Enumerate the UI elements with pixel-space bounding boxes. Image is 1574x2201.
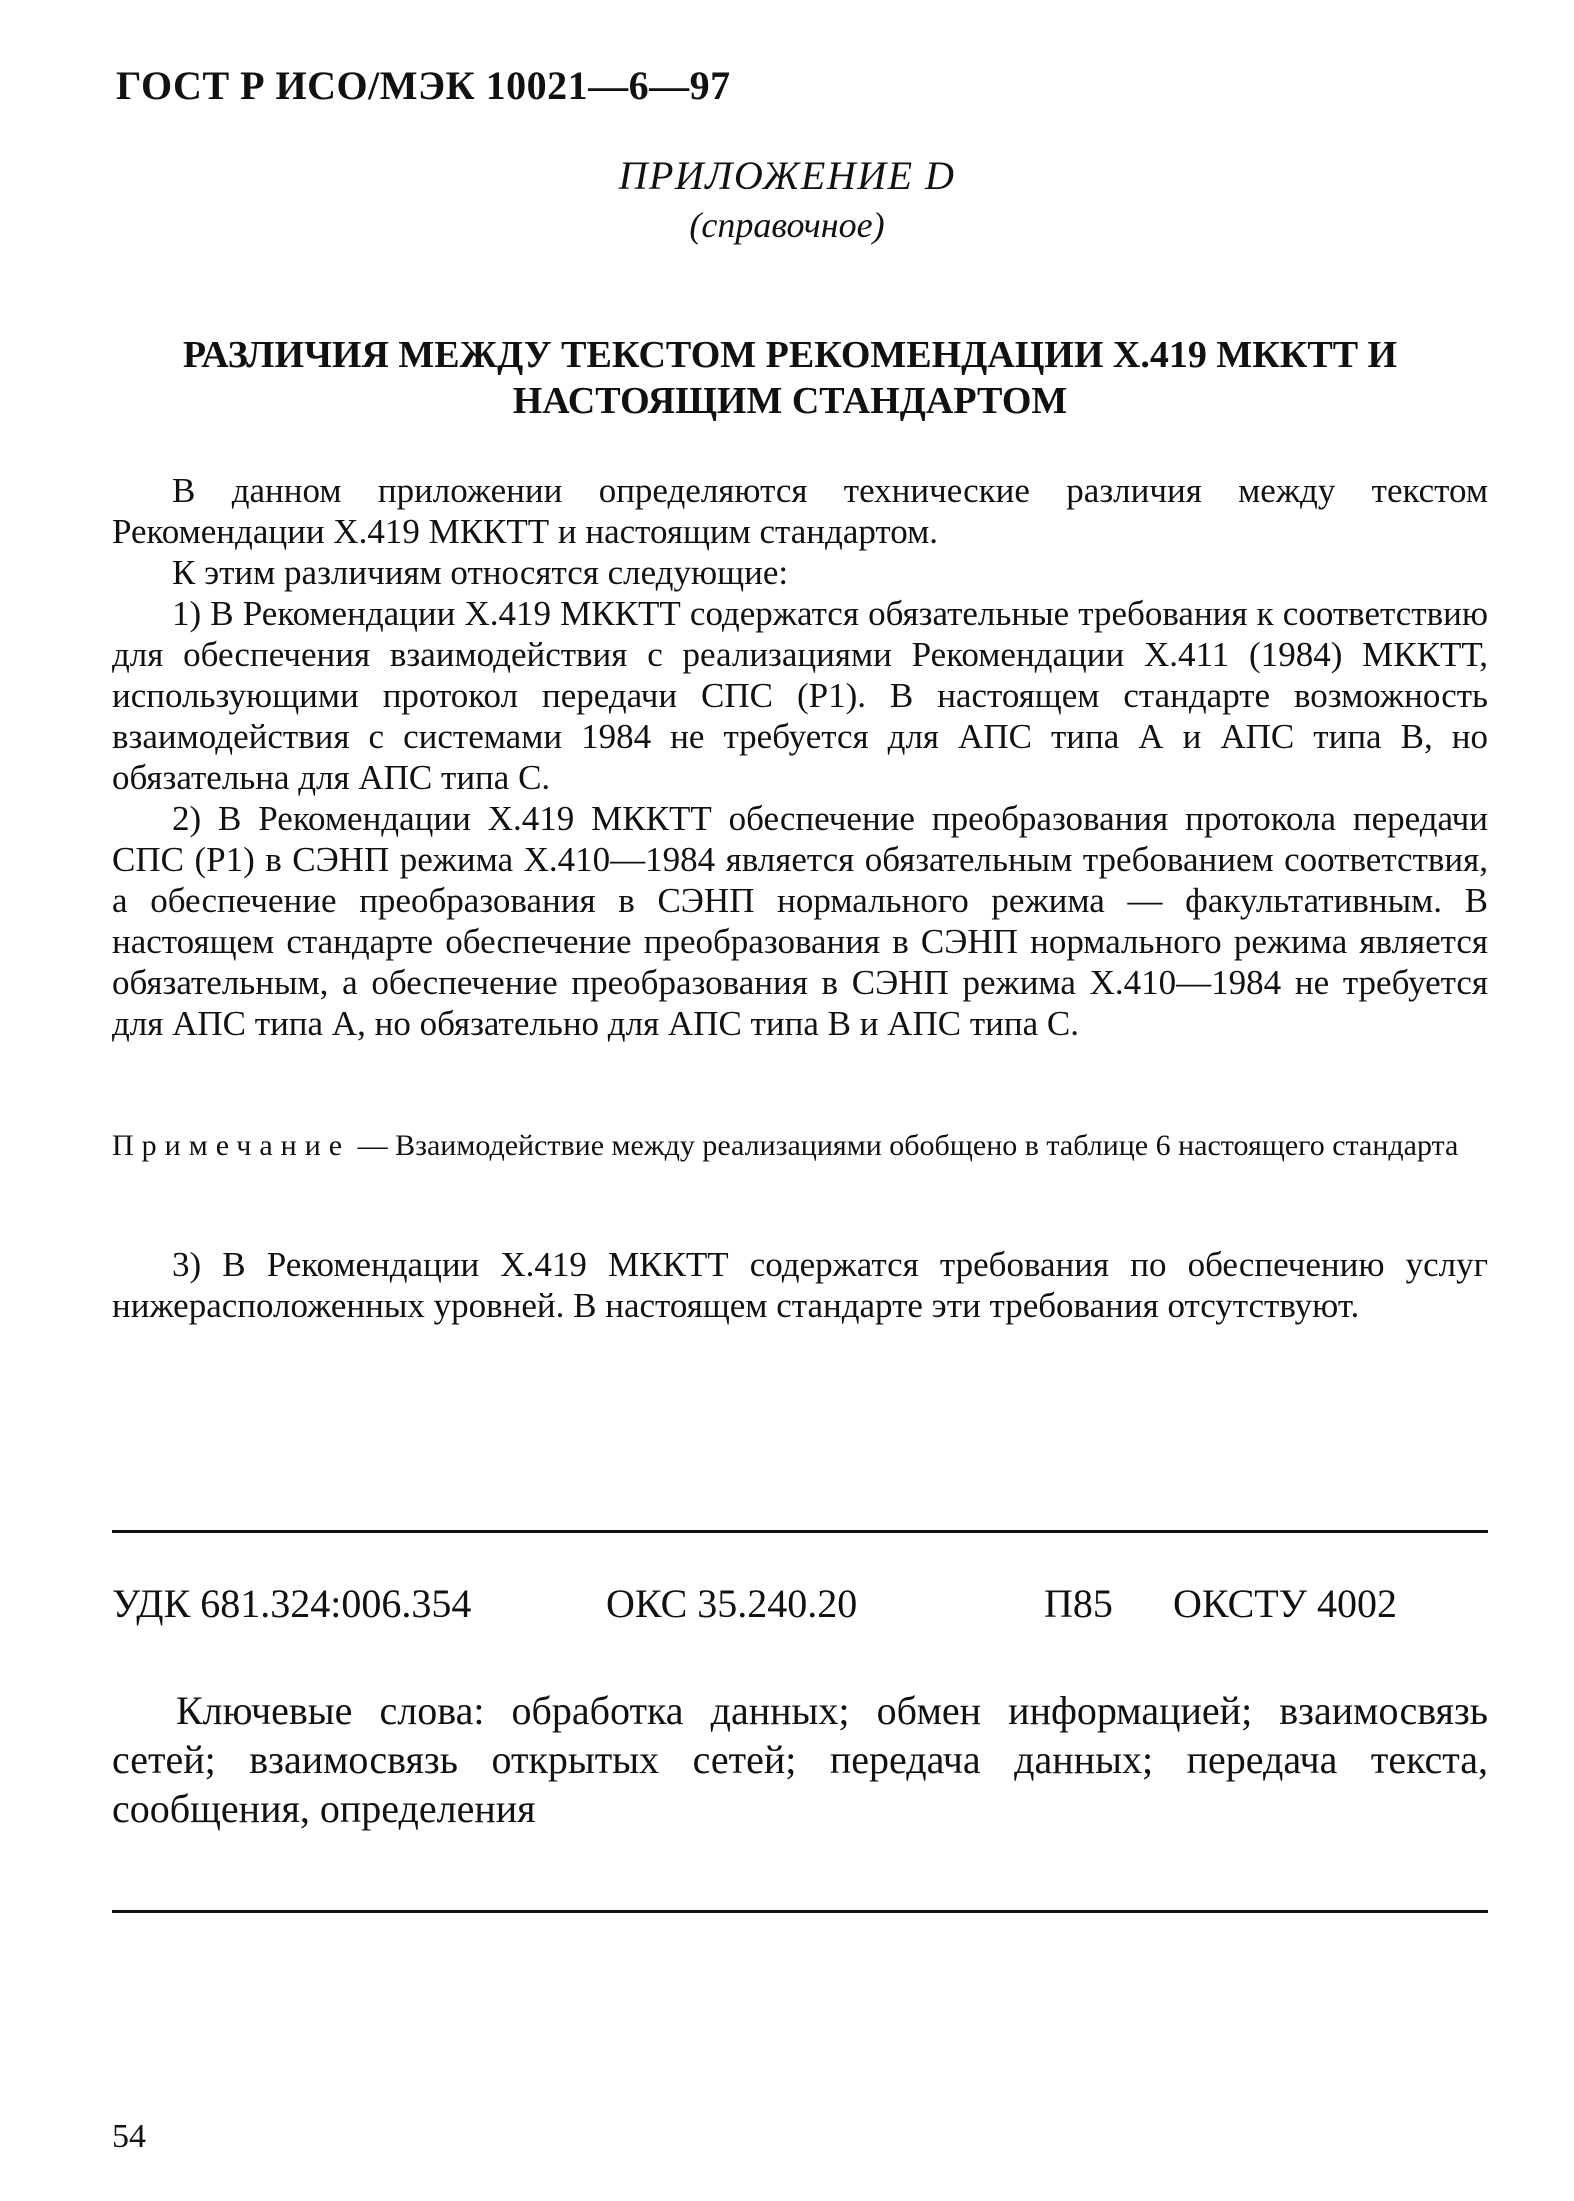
oks-code: ОКС 35.240.20: [606, 1581, 858, 1626]
divider-bottom: [112, 1910, 1488, 1913]
paragraph-list-intro: К этим различиям относятся следующие:: [172, 553, 789, 592]
paragraph-intro: В данном приложении определяются технические различия между текстом Рекомендации X.419 МККТТ и настоящим стандартом.: [112, 471, 1488, 551]
page-number: 54: [112, 2118, 146, 2155]
section-title: РАЗЛИЧИЯ МЕЖДУ ТЕКСТОМ РЕКОМЕНДАЦИИ X.419 МККТТ И НАСТОЯЩИМ СТАНДАРТОМ: [182, 334, 1398, 422]
udk-code: УДК 681.324:006.354: [112, 1581, 472, 1626]
note-text: — Взаимодействие между реализациями обобщено в таблице 6 настоящего стандарта: [357, 1129, 1459, 1162]
body-text-continued: [112, 1244, 1488, 1326]
keywords: [112, 1686, 1488, 1833]
appendix-title: ПРИЛОЖЕНИЕ D: [618, 153, 956, 198]
paragraph-item-2: 2) В Рекомендации X.419 МККТТ обеспечение преобразования протокола передачи СПС (P1) в СЭНП режима X.410—1984 является обязательным требованием соответствия, а обеспечение преобразования в СЭНП нормального режима — факультативным. В настоящем стандарте обеспечение преобразования в СЭНП нормального режима является обязательным, а обеспечение преобразования в СЭНП режима X.410—1984 не требуется для АПС типа А, но обязательно для АПС типа В и АПС типа С.: [112, 799, 1488, 1043]
body-text: [112, 470, 1488, 1044]
group-code: П85: [1044, 1581, 1113, 1626]
note: [112, 1128, 1488, 1164]
paragraph-item-1: 1) В Рекомендации X.419 МККТТ содержатся обязательные требования к соответствию для обеспечения взаимодействия с реализациями Рекомендации X.411 (1984) МККТТ, использующими протокол передачи СПС (P1). В настоящем стандарте возможность взаимодействия с системами 1984 не требуется для АПС типа А и АПС типа В, но обязательна для АПС типа С.: [112, 594, 1488, 797]
okstu-code: ОКСТУ 4002: [1173, 1581, 1398, 1626]
document-code: ГОСТ Р ИСО/МЭК 10021—6—97: [116, 63, 731, 108]
keywords-text: Ключевые слова: обработка данных; обмен информацией; взаимосвязь сетей; взаимосвязь открытых сетей; передача данных; передача текста, сообщения, определения: [112, 1688, 1488, 1831]
divider-top: [112, 1530, 1488, 1533]
note-label: Примечание: [112, 1129, 351, 1162]
paragraph-item-3: 3) В Рекомендации X.419 МККТТ содержатся требования по обеспечению услуг нижерасположенных уровней. В настоящем стандарте эти требования отсутствуют.: [112, 1245, 1488, 1325]
appendix-subtitle: (справочное): [689, 205, 885, 245]
